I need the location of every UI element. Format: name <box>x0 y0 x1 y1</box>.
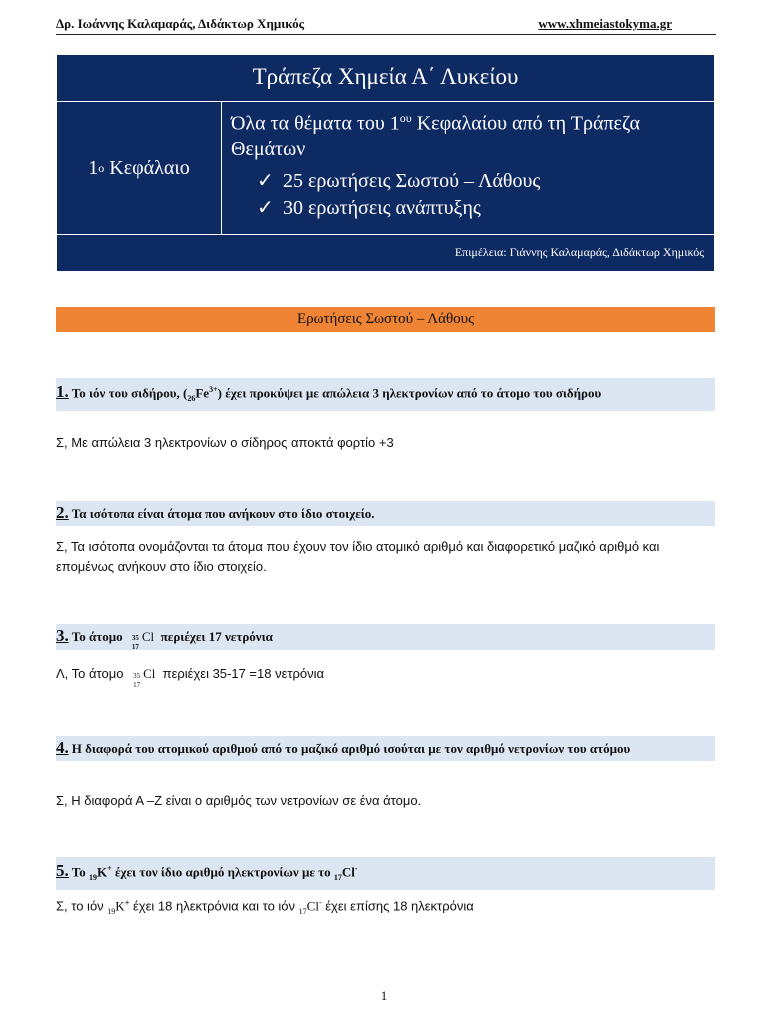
banner-title: Τράπεζα Χημεία Α΄ Λυκείου <box>57 55 714 102</box>
answer-2: Σ, Τα ισότοπα ονομάζονται τα άτομα που έχουν τον ίδιο ατομικό αριθμό και διαφορετικό μαζικό αριθμό και επομένως ανήκουν στο ίδιο στοιχείο. <box>56 539 660 574</box>
question-5 <box>56 857 715 890</box>
header-website-link[interactable]: www.xhmeiastokyma.gr <box>538 16 672 31</box>
atomic-number: 17 <box>333 872 342 882</box>
element-symbol: K <box>97 864 108 880</box>
summary-item <box>257 168 701 195</box>
chapter-number: 1 <box>88 156 99 179</box>
answer-5 <box>56 893 715 922</box>
answer-text: Λ, Το άτομο <box>56 666 124 681</box>
mass-number: 35 <box>133 671 141 680</box>
ion-charge: + <box>124 898 130 907</box>
headline-part-a: Όλα τα θέματα του 1 <box>231 112 400 135</box>
summary-item <box>257 195 701 222</box>
summary-item-label: 25 ερωτήσεις Σωστού – Λάθους <box>283 169 541 192</box>
question-text: ) έχει προκύψει με απώλεια 3 ηλεκτρονίων από το άτομο του σιδήρου <box>217 385 602 401</box>
element-symbol: Fe <box>195 385 210 401</box>
banner-row <box>57 102 714 235</box>
chapter-summary <box>231 106 701 222</box>
summary-list <box>231 168 701 222</box>
question-text: Τα ισότοπα είναι άτομα που ανήκουν στο ίδιο στοιχείο. <box>71 506 375 521</box>
question-1 <box>56 378 715 411</box>
mass-number: 35 <box>131 634 139 643</box>
atomic-number: 17 <box>131 643 139 652</box>
chapter-headline <box>231 106 701 162</box>
chapter-label: Κεφάλαιο <box>109 156 190 179</box>
page-header <box>56 14 716 35</box>
header-author: Δρ. Ιωάννης Καλαμαράς, Διδάκτωρ Χημικός <box>56 16 305 31</box>
question-3 <box>56 624 715 650</box>
ion-charge: - <box>318 898 322 907</box>
chapter-cell <box>57 102 222 234</box>
question-4 <box>56 736 715 761</box>
element-symbol: Cl <box>306 898 319 914</box>
check-icon: ✓ <box>257 196 274 219</box>
answer-1: Σ, Με απώλεια 3 ηλεκτρονίων ο σίδηρος αποκτά φορτίο +3 <box>56 435 394 450</box>
answer-text: έχει επίσης 18 ηλεκτρόνια <box>325 898 474 914</box>
section-title: Ερωτήσεις Σωστού – Λάθους <box>56 307 715 332</box>
question-2 <box>56 501 715 526</box>
nuclide-notation <box>131 629 142 652</box>
answer-text: έχει 18 ηλεκτρόνια και το ιόν <box>132 898 296 914</box>
page-number: 1 <box>380 988 388 1003</box>
element-symbol: Cl <box>143 666 156 681</box>
banner-editor-credit: Επιμέλεια: Γιάννης Καλαμαράς, Διδάκτωρ Χημικός <box>454 245 704 259</box>
atomic-number: 19 <box>89 872 97 882</box>
question-text: Το <box>71 864 86 880</box>
question-text: Το άτομο <box>71 629 123 644</box>
element-symbol: Cl <box>341 864 355 880</box>
question-text: περιέχει 17 νετρόνια <box>160 629 273 644</box>
atomic-number: 17 <box>298 906 307 916</box>
summary-item-label: 30 ερωτήσεις ανάπτυξης <box>283 196 481 219</box>
headline-part-b: Κεφαλαίου από τη Τράπεζα Θεμάτων <box>231 112 640 160</box>
question-text: Το ιόν του σιδήρου, ( <box>71 385 188 401</box>
question-text: Η διαφορά του ατομικού αριθμού από το μαζικό αριθμό ισούται με τον αριθμό νετρονίων του ατόμου <box>71 741 631 756</box>
question-number: 3. <box>56 626 69 645</box>
answer-text: περιέχει 35-17 =18 νετρόνια <box>162 666 325 681</box>
question-number: 1. <box>56 382 69 402</box>
atomic-number: 17 <box>133 680 141 689</box>
headline-sup: ου <box>399 111 412 125</box>
question-number: 4. <box>56 738 69 757</box>
chapter-number-sup: ο <box>98 160 105 175</box>
atomic-number: 26 <box>187 393 196 403</box>
question-text: έχει τον ίδιο αριθμό ηλεκτρονίων με το <box>114 864 331 880</box>
answer-text: Σ, το ιόν <box>56 898 104 914</box>
question-number: 5. <box>56 861 69 881</box>
check-icon: ✓ <box>257 169 274 192</box>
element-symbol: Cl <box>141 629 155 644</box>
title-banner <box>56 54 715 272</box>
ion-charge: + <box>107 864 112 873</box>
answer-3 <box>56 664 715 689</box>
nuclide-notation <box>133 666 143 689</box>
answer-4: Σ, Η διαφορά Α –Ζ είναι ο αριθμός των νετρονίων σε ένα άτομο. <box>56 793 422 808</box>
element-symbol: K <box>115 898 125 914</box>
question-number: 2. <box>56 503 69 522</box>
ion-charge: 3+ <box>209 385 218 394</box>
ion-charge: - <box>354 864 358 873</box>
atomic-number: 19 <box>107 906 116 916</box>
